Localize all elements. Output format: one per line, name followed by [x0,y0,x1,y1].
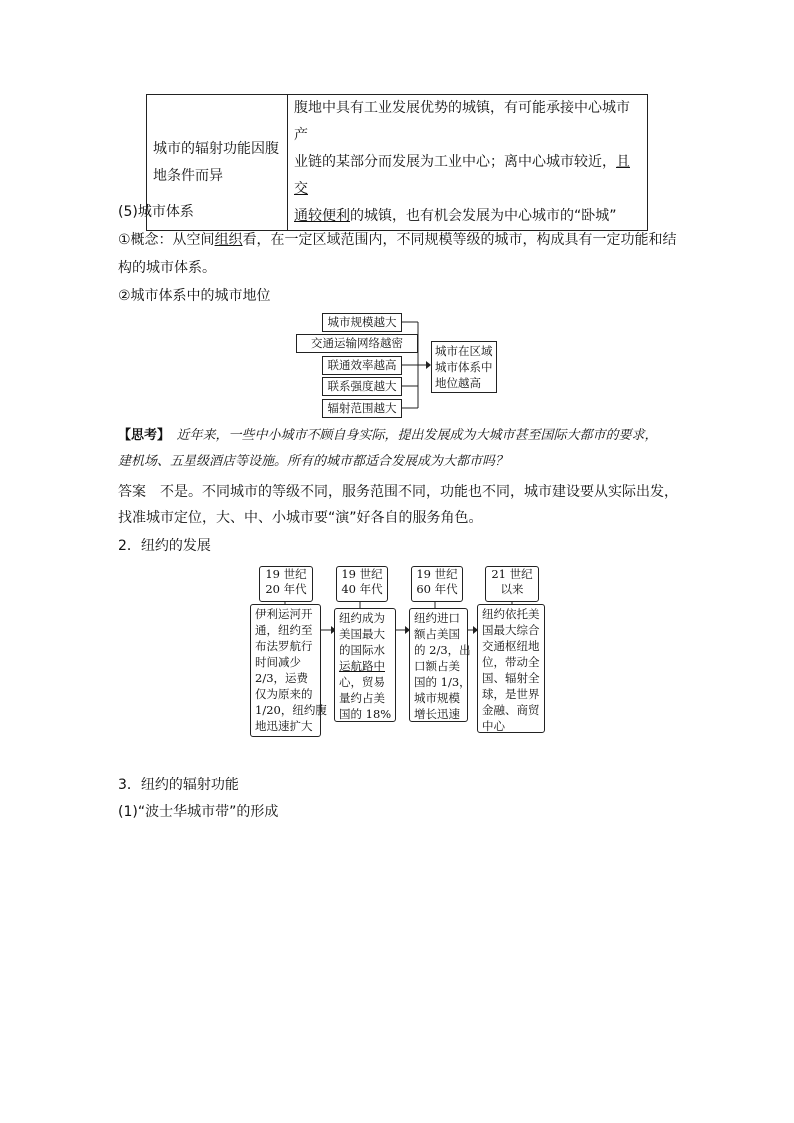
table-left-line: 城市的辐射功能因腹 [153,140,279,157]
table-right-line: 腹地中具有工业发展优势的城镇，有可能承接中心城市产 [294,100,630,143]
factor-box: 城市规模越大 [322,313,402,332]
concept-line1: ①概念：从空间组织看，在一定区域范围内，不同规模等级的城市，构成具有一定功能和结 [118,232,677,248]
stage-content-box: 纽约依托美 国最大综合 交通枢纽地 位，带动全 国、辐射全 球，是世界 金融、商贸 中心 [477,604,545,733]
think-label: 【思考】 [118,428,164,443]
stage-period-box: 19 世纪 20 年代 [259,566,313,602]
result-box: 城市在区域 城市体系中 地位越高 [431,341,497,393]
factor-box: 辐射范围越大 [322,399,402,418]
stage-period-box: 19 世纪 60 年代 [411,566,463,602]
table-row [147,95,648,231]
section5-heading: (5)城市体系 [118,204,194,220]
think-line1: 【思考】 近年来，一些中小城市不顾自身实际，提出发展成为大城市甚至国际大都市的要求， [118,428,658,443]
factor-box: 联系强度越大 [322,377,402,396]
concept-line2: 构的城市体系。 [118,260,216,276]
think-line2: 建机场、五星级酒店等设施。所有的城市都适合发展成为大都市吗？ [118,454,509,469]
stage-period-box: 21 世纪 以来 [485,566,539,602]
factor-box: 交通运输网络越密 [296,334,418,353]
answer-label: 答案 [118,484,146,500]
stage-content-box: 伊利运河开 通，纽约至 布法罗航行 时间减少 2/3，运费 仅为原来的 1/20，纽约腹 地迅速扩大 [250,604,321,737]
section2-heading: 2．纽约的发展 [118,538,211,554]
section3-subheading: (1)“波士华城市带”的形成 [118,804,279,820]
position-heading: ②城市体系中的城市地位 [118,288,271,304]
table-right-cell [288,95,648,231]
table-right-line: 业链的某部分而发展为工业中心；离中心城市较近，且交 [294,154,630,197]
table-left-line: 地条件而异 [153,167,223,184]
table-right-line: 通较便利的城镇，也有机会发展为中心城市的“卧城” [294,208,617,224]
radiation-table [146,94,648,231]
stage-content-box: 纽约成为 美国最大 的国际水 运航路中 心，贸易 量约占美 国的 18% [334,608,396,722]
answer-line1: 答案 不是。不同城市的等级不同，服务范围不同，功能也不同，城市建设要从实际出发， [118,484,678,500]
answer-line2: 找准城市定位，大、中、小城市要“演”好各自的服务角色。 [118,510,483,526]
stage-content-box: 纽约进口 额占美国 的 2/3，出 口额占美 国的 1/3， 城市规模 增长迅速 [409,608,468,722]
stage-period-box: 19 世纪 40 年代 [336,566,388,602]
factor-box: 联通效率越高 [322,356,402,375]
section3-heading: 3．纽约的辐射功能 [118,777,239,793]
